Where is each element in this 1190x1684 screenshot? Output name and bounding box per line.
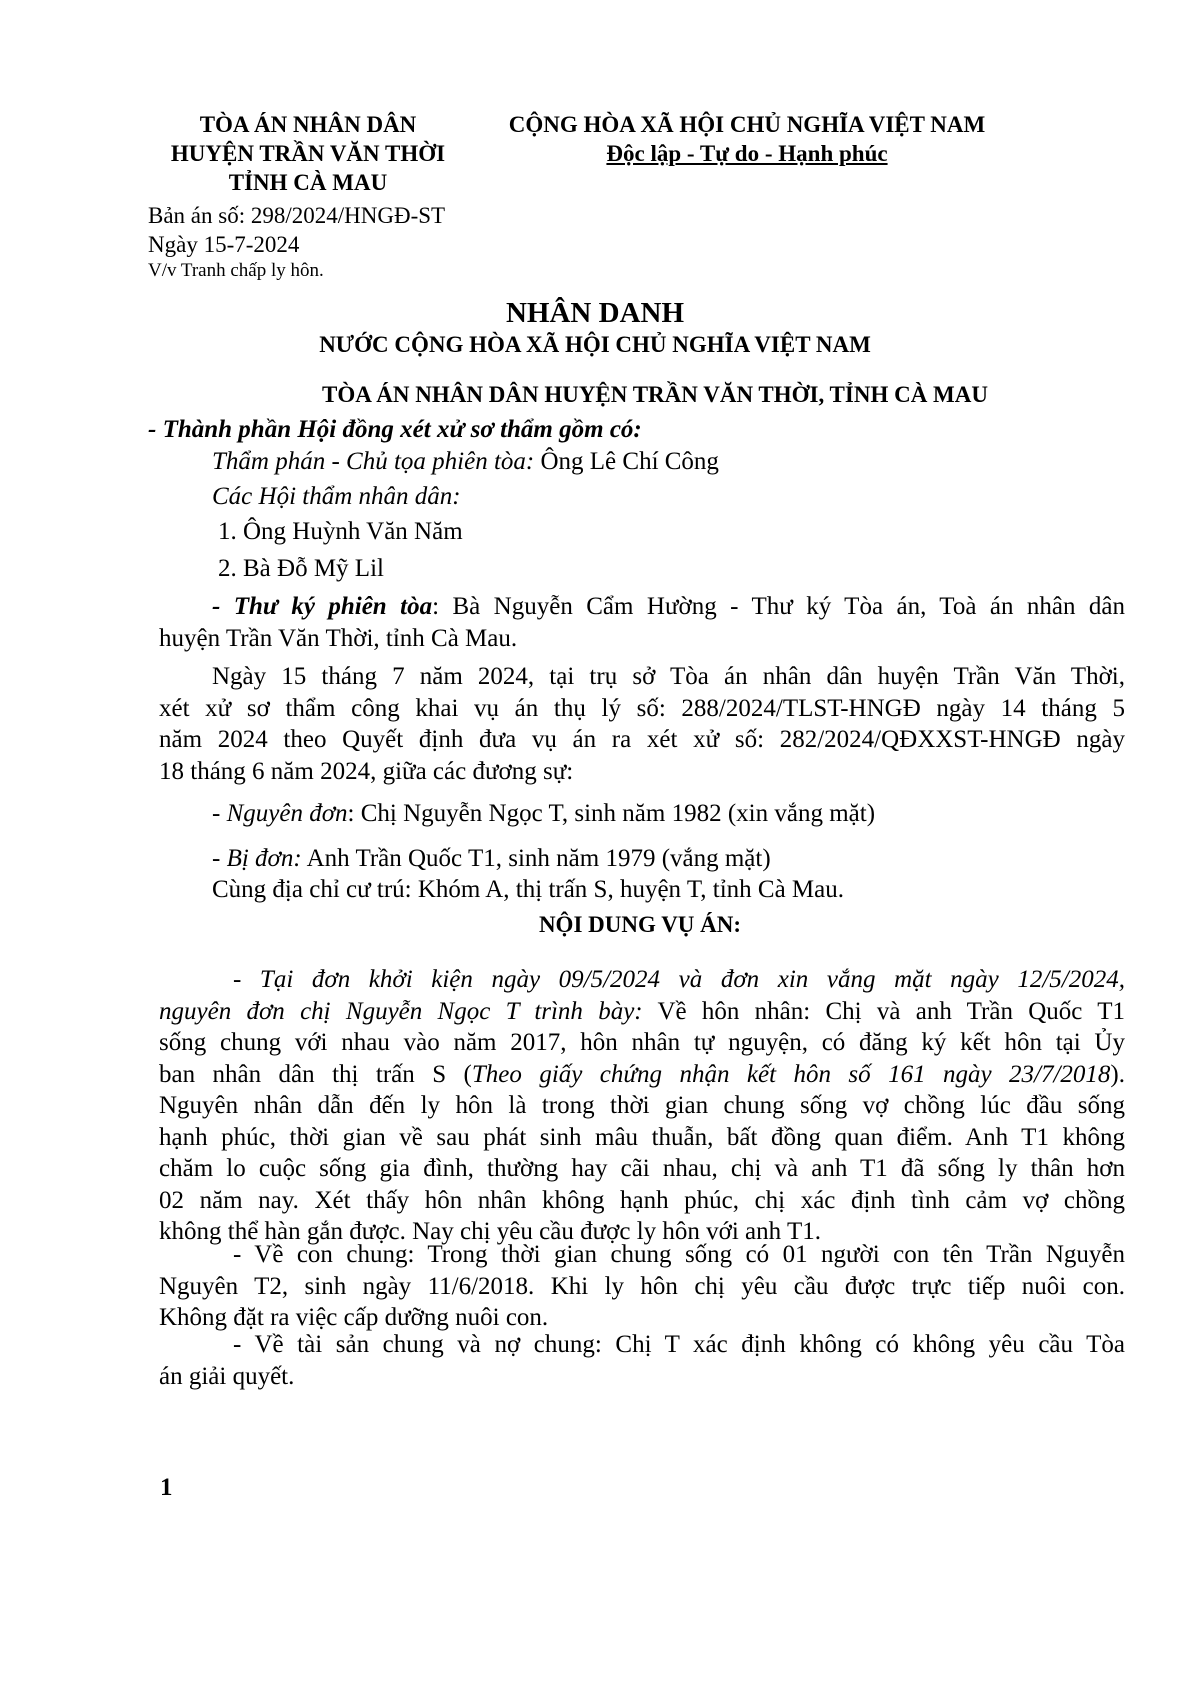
judge-label: Thẩm phán - Chủ tọa phiên tòa: bbox=[212, 448, 535, 475]
p1-line-8: 02 năm nay. Xét thấy hôn nhân không hạnh phúc, chị xác định tình cảm vợ chồng bbox=[159, 1186, 1125, 1214]
page-number: 1 bbox=[160, 1474, 173, 1501]
trial-paragraph bbox=[159, 661, 1125, 787]
court-line-3: TỈNH CÀ MAU bbox=[228, 170, 388, 195]
title-country: NƯỚC CỘNG HÒA XÃ HỘI CHỦ NGHĨA VIỆT NAM bbox=[319, 332, 871, 357]
defendant-label: Bị đơn: bbox=[226, 845, 302, 872]
presiding-judge bbox=[212, 446, 719, 478]
p1-line-4-a: ban nhân dân thị trấn S ( bbox=[159, 1060, 472, 1088]
case-subject: V/v Tranh chấp ly hôn. bbox=[148, 260, 324, 281]
trial-line-3: năm 2024 theo Quyết định đưa vụ án ra xét xử số: 282/2024/QĐXXST-HNGĐ ngày bbox=[159, 726, 1125, 753]
p1-line-1: - Tại đơn khởi kiện ngày 09/5/2024 và đơn xin vắng mặt ngày 12/5/2024, bbox=[233, 966, 1125, 993]
address: Cùng địa chỉ cư trú: Khóm A, thị trấn S, huyện T, tỉnh Cà Mau. bbox=[212, 876, 845, 903]
p2-line-2: Nguyên T2, sinh ngày 11/6/2018. Khi ly hôn chị yêu cầu được trực tiếp nuôi con. bbox=[159, 1272, 1125, 1300]
plaintiff-text: : Chị Nguyễn Ngọc T, sinh năm 1982 (xin vắng mặt) bbox=[347, 800, 876, 827]
defendant: - Bị đơn: Anh Trần Quốc T1, sinh năm 1979 (vắng mặt) bbox=[212, 845, 771, 872]
p2-line-3: Không đặt ra việc cấp dưỡng nuôi con. bbox=[159, 1304, 549, 1331]
panel-heading: - Thành phần Hội đồng xét xử sơ thẩm gồm có: bbox=[148, 416, 642, 443]
p1-line-9: không thể hàn gắn được. Nay chị yêu cầu được ly hôn với anh T1. bbox=[159, 1218, 821, 1245]
p3-line-1: - Về tài sản chung và nợ chung: Chị T xác định không có không yêu cầu Tòa bbox=[233, 1331, 1125, 1358]
p1-line-7: chăm lo cuộc sống gia đình, thường hay cãi nhau, chị và anh T1 đã sống ly thân hơn bbox=[159, 1155, 1125, 1182]
p1-line-2-italic: nguyên đơn chị Nguyễn Ngọc T trình bày: bbox=[159, 997, 643, 1025]
p1-line-5: Nguyên nhân dẫn đến ly hôn là trong thời gian chung sống vợ chồng lúc đầu sống bbox=[159, 1092, 1125, 1119]
p1-line-3: sống chung với nhau vào năm 2017, hôn nhân tự nguyện, có đăng ký kết hôn tại Ủy bbox=[159, 1029, 1125, 1056]
plaintiff: - Nguyên đơn: Chị Nguyễn Ngọc T, sinh năm 1982 (xin vắng mặt) bbox=[212, 800, 876, 827]
court-header bbox=[148, 110, 468, 197]
nation-header bbox=[488, 110, 1006, 168]
nation-title: CỘNG HÒA XÃ HỘI CHỦ NGHĨA VIỆT NAM bbox=[508, 112, 986, 137]
assessor-1: 1. Ông Huỳnh Văn Năm bbox=[218, 518, 463, 545]
trial-line-1: Ngày 15 tháng 7 năm 2024, tại trụ sở Tòa án nhân dân huyện Trần Văn Thời, bbox=[212, 663, 1125, 690]
clerk-label: - Thư ký phiên tòa bbox=[212, 593, 433, 620]
clerk-text-2: huyện Trần Văn Thời, tỉnh Cà Mau. bbox=[159, 624, 518, 652]
title-court-full: TÒA ÁN NHÂN DÂN HUYỆN TRẦN VĂN THỜI, TỈNH CÀ MAU bbox=[321, 382, 988, 407]
trial-line-2: xét xử sơ thẩm công khai vụ án thụ lý số: 288/2024/TLST-HNGĐ ngày 14 tháng 5 bbox=[159, 694, 1125, 722]
judge-name: Ông Lê Chí Công bbox=[534, 448, 719, 475]
case-date: Ngày 15-7-2024 bbox=[148, 232, 300, 257]
defendant-text: Anh Trần Quốc T1, sinh năm 1979 (vắng mặt) bbox=[301, 845, 771, 872]
p2-line-1: - Về con chung: Trong thời gian chung sống có 01 người con tên Trần Nguyễn bbox=[233, 1241, 1125, 1268]
content-paragraph-2 bbox=[159, 1239, 1125, 1334]
p3-line-2: án giải quyết. bbox=[159, 1362, 295, 1390]
content-paragraph-1 bbox=[159, 964, 1125, 1248]
nation-motto: Độc lập - Tự do - Hạnh phúc bbox=[606, 141, 888, 166]
p1-line-4-italic: Theo giấy chứng nhận kết hôn số 161 ngày 23/7/2018 bbox=[471, 1060, 1111, 1088]
p1-line-6: hạnh phúc, thời gian về sau phát sinh mâu thuẫn, bất đồng quan điểm. Anh T1 không bbox=[159, 1123, 1125, 1151]
court-line-2: HUYỆN TRẦN VĂN THỜI bbox=[170, 141, 446, 166]
case-number: Bản án số: 298/2024/HNGĐ-ST bbox=[148, 203, 446, 228]
assessor-2: 2. Bà Đỗ Mỹ Lil bbox=[218, 555, 384, 582]
court-line-1: TÒA ÁN NHÂN DÂN bbox=[199, 112, 417, 137]
title-nhan-danh: NHÂN DANH bbox=[505, 297, 685, 329]
plaintiff-label: Nguyên đơn bbox=[226, 800, 348, 827]
content-heading: NỘI DUNG VỤ ÁN: bbox=[538, 912, 742, 937]
content-paragraph-3 bbox=[159, 1329, 1125, 1392]
clerk-paragraph bbox=[159, 591, 1125, 654]
clerk-text-1: : Bà Nguyễn Cẩm Hường - Thư ký Tòa án, Toà án nhân dân bbox=[432, 593, 1125, 620]
assessors-label: Các Hội thẩm nhân dân: bbox=[212, 483, 461, 510]
p1-line-2-rest: Về hôn nhân: Chị và anh Trần Quốc T1 bbox=[642, 997, 1125, 1025]
p1-line-4-b: ). bbox=[1110, 1060, 1125, 1088]
trial-line-4: 18 tháng 6 năm 2024, giữa các đương sự: bbox=[159, 757, 574, 785]
